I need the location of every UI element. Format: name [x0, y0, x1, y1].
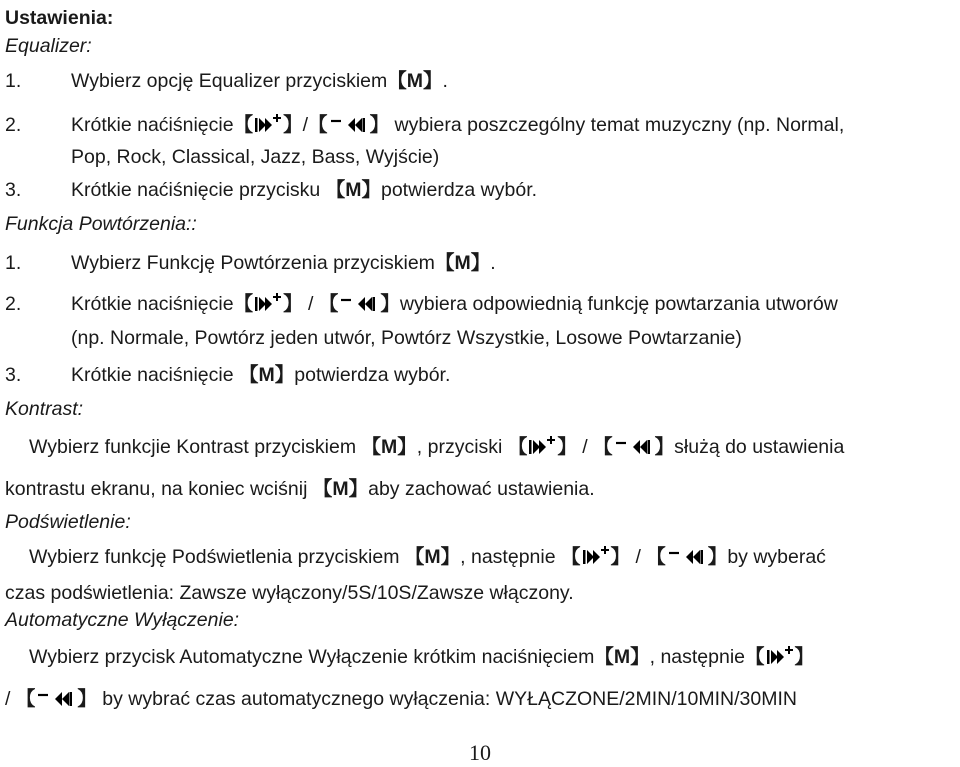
step-text: potwierdza wybór. [294, 364, 451, 386]
section-title-repeat: Funkcja Powtórzenia:: [5, 213, 197, 235]
bracket-close: 】 [348, 478, 369, 500]
next-plus-icon [765, 646, 795, 666]
bracket-open: 【 [318, 293, 339, 315]
backlight-text: , następnie [460, 546, 556, 568]
bracket-close: 】 [380, 293, 400, 315]
bracket-open: 【 [593, 436, 613, 458]
bracket-open: 【 [312, 478, 333, 500]
bracket-open: 【 [15, 688, 36, 710]
contrast-line-2 [5, 477, 595, 501]
contrast-text: służą do ustawienia [674, 436, 845, 458]
bracket-close: 】 [283, 293, 303, 315]
auto-off-line-1 [29, 645, 814, 669]
auto-off-text: by wybrać czas automatycznego wyłączenia: WYŁĄCZONE/2MIN/10MIN/30MIN [102, 688, 797, 710]
contrast-text: aby zachować ustawienia. [368, 478, 595, 500]
rep-step-3 [5, 363, 450, 387]
step-end: . [490, 252, 496, 274]
next-plus-icon [253, 114, 283, 134]
step-text: potwierdza wybór. [380, 179, 538, 201]
bracket-open: 【 [434, 252, 455, 274]
next-plus-icon [581, 546, 611, 566]
backlight-line-2: czas podświetlenia: Zawsze wyłączony/5S/10S/Zawsze włączony. [5, 582, 574, 604]
bracket-open: 【 [404, 546, 425, 568]
m-key-label: M [424, 546, 441, 568]
m-key-label: M [332, 478, 349, 500]
bracket-close: 】 [361, 179, 381, 201]
separator: / [5, 688, 11, 710]
bracket-close: 】 [397, 436, 417, 458]
bracket-open: 【 [239, 364, 259, 386]
step-number: 2. [5, 114, 22, 136]
m-key-label: M [454, 252, 471, 274]
bracket-close: 】 [423, 70, 443, 92]
m-key-label: M [613, 646, 631, 668]
section-title-equalizer: Equalizer: [5, 35, 92, 57]
eq-step-3 [5, 178, 537, 202]
bracket-open: 【 [361, 436, 382, 458]
bracket-open: 【 [646, 546, 666, 568]
auto-off-text: Wybierz przycisk Automatyczne Wyłączenie krótkim naciśnięciem [29, 646, 595, 668]
step-text: Krótkie naciśnięcie [71, 364, 234, 386]
bracket-open: 【 [387, 70, 407, 92]
step-number: 1. [5, 70, 22, 92]
step-text: wybiera poszczególny temat muzyczny (np. Normal, [394, 114, 845, 136]
bracket-open: 【 [745, 646, 765, 668]
bracket-close: 】 [274, 364, 295, 386]
prev-minus-icon [666, 546, 708, 566]
bracket-open: 【 [560, 546, 581, 568]
contrast-line-1 [29, 435, 844, 459]
next-plus-icon [253, 293, 283, 313]
separator: / [635, 546, 641, 568]
backlight-line-1 [29, 545, 826, 569]
page-heading: Ustawienia: [5, 7, 114, 29]
bracket-open: 【 [507, 436, 528, 458]
section-title-backlight: Podświetlenie: [5, 511, 131, 533]
step-text: wybiera odpowiednią funkcję powtarzania utworów [399, 293, 838, 315]
rep-step-2-cont: (np. Normale, Powtórz jeden utwór, Powtórz Wszystkie, Losowe Powtarzanie) [71, 327, 742, 349]
bracket-close: 】 [707, 546, 728, 568]
prev-minus-icon [338, 293, 380, 313]
bracket-close: 】 [654, 436, 675, 458]
prev-minus-icon [613, 436, 655, 456]
m-key-label: M [406, 70, 424, 92]
bracket-open: 【 [233, 114, 254, 136]
step-text: Krótkie naciśnięcie [71, 293, 234, 315]
step-text: Krótkie naćiśnięcie przycisku [71, 179, 321, 201]
auto-off-text: , następnie [649, 646, 746, 668]
step-end: . [442, 70, 448, 92]
page-number: 10 [469, 740, 491, 765]
step-number: 3. [5, 364, 22, 386]
bracket-close: 】 [440, 546, 461, 568]
step-text: Wybierz opcję Equalizer przyciskiem [71, 70, 388, 92]
contrast-text: , przyciski [416, 436, 503, 458]
step-text: Wybierz Funkcję Powtórzenia przyciskiem [71, 252, 435, 274]
eq-step-1 [5, 69, 448, 93]
step-number: 1. [5, 252, 22, 274]
m-key-label: M [258, 364, 275, 386]
bracket-close: 】 [610, 546, 631, 568]
m-key-label: M [381, 436, 398, 458]
separator: / [582, 436, 588, 458]
backlight-text: Wybierz funkcję Podświetlenia przyciskiem [29, 546, 400, 568]
bracket-close: 】 [630, 646, 650, 668]
separator: / [308, 293, 314, 315]
bracket-close: 】 [369, 114, 390, 136]
bracket-close: 】 [283, 114, 303, 136]
next-plus-icon [527, 436, 557, 456]
bracket-close: 】 [557, 436, 577, 458]
rep-step-2 [5, 292, 838, 316]
bracket-close: 】 [794, 646, 815, 668]
step-number: 2. [5, 293, 22, 315]
m-key-label: M [345, 179, 362, 201]
separator: / [302, 114, 309, 136]
bracket-open: 【 [308, 114, 328, 136]
bracket-open: 【 [233, 293, 254, 315]
auto-off-line-2 [5, 687, 797, 711]
contrast-text: Wybierz funkcjie Kontrast przyciskiem [29, 436, 357, 458]
bracket-close: 】 [470, 252, 491, 274]
section-title-contrast: Kontrast: [5, 398, 84, 420]
prev-minus-icon [328, 114, 370, 134]
rep-step-1 [5, 251, 496, 275]
step-text: Krótkie naćiśnięcie [71, 114, 234, 136]
step-number: 3. [5, 179, 22, 201]
prev-minus-icon [35, 688, 77, 708]
backlight-text: by wyberać [727, 546, 826, 568]
contrast-text: kontrastu ekranu, na koniec wciśnij [5, 478, 308, 500]
bracket-open: 【 [594, 646, 614, 668]
eq-step-2-cont: Pop, Rock, Classical, Jazz, Bass, Wyjście) [71, 146, 440, 168]
section-title-auto-off: Automatyczne Wyłączenie: [5, 609, 240, 631]
bracket-close: 】 [77, 688, 97, 710]
eq-step-2 [5, 113, 844, 137]
bracket-open: 【 [325, 179, 346, 201]
